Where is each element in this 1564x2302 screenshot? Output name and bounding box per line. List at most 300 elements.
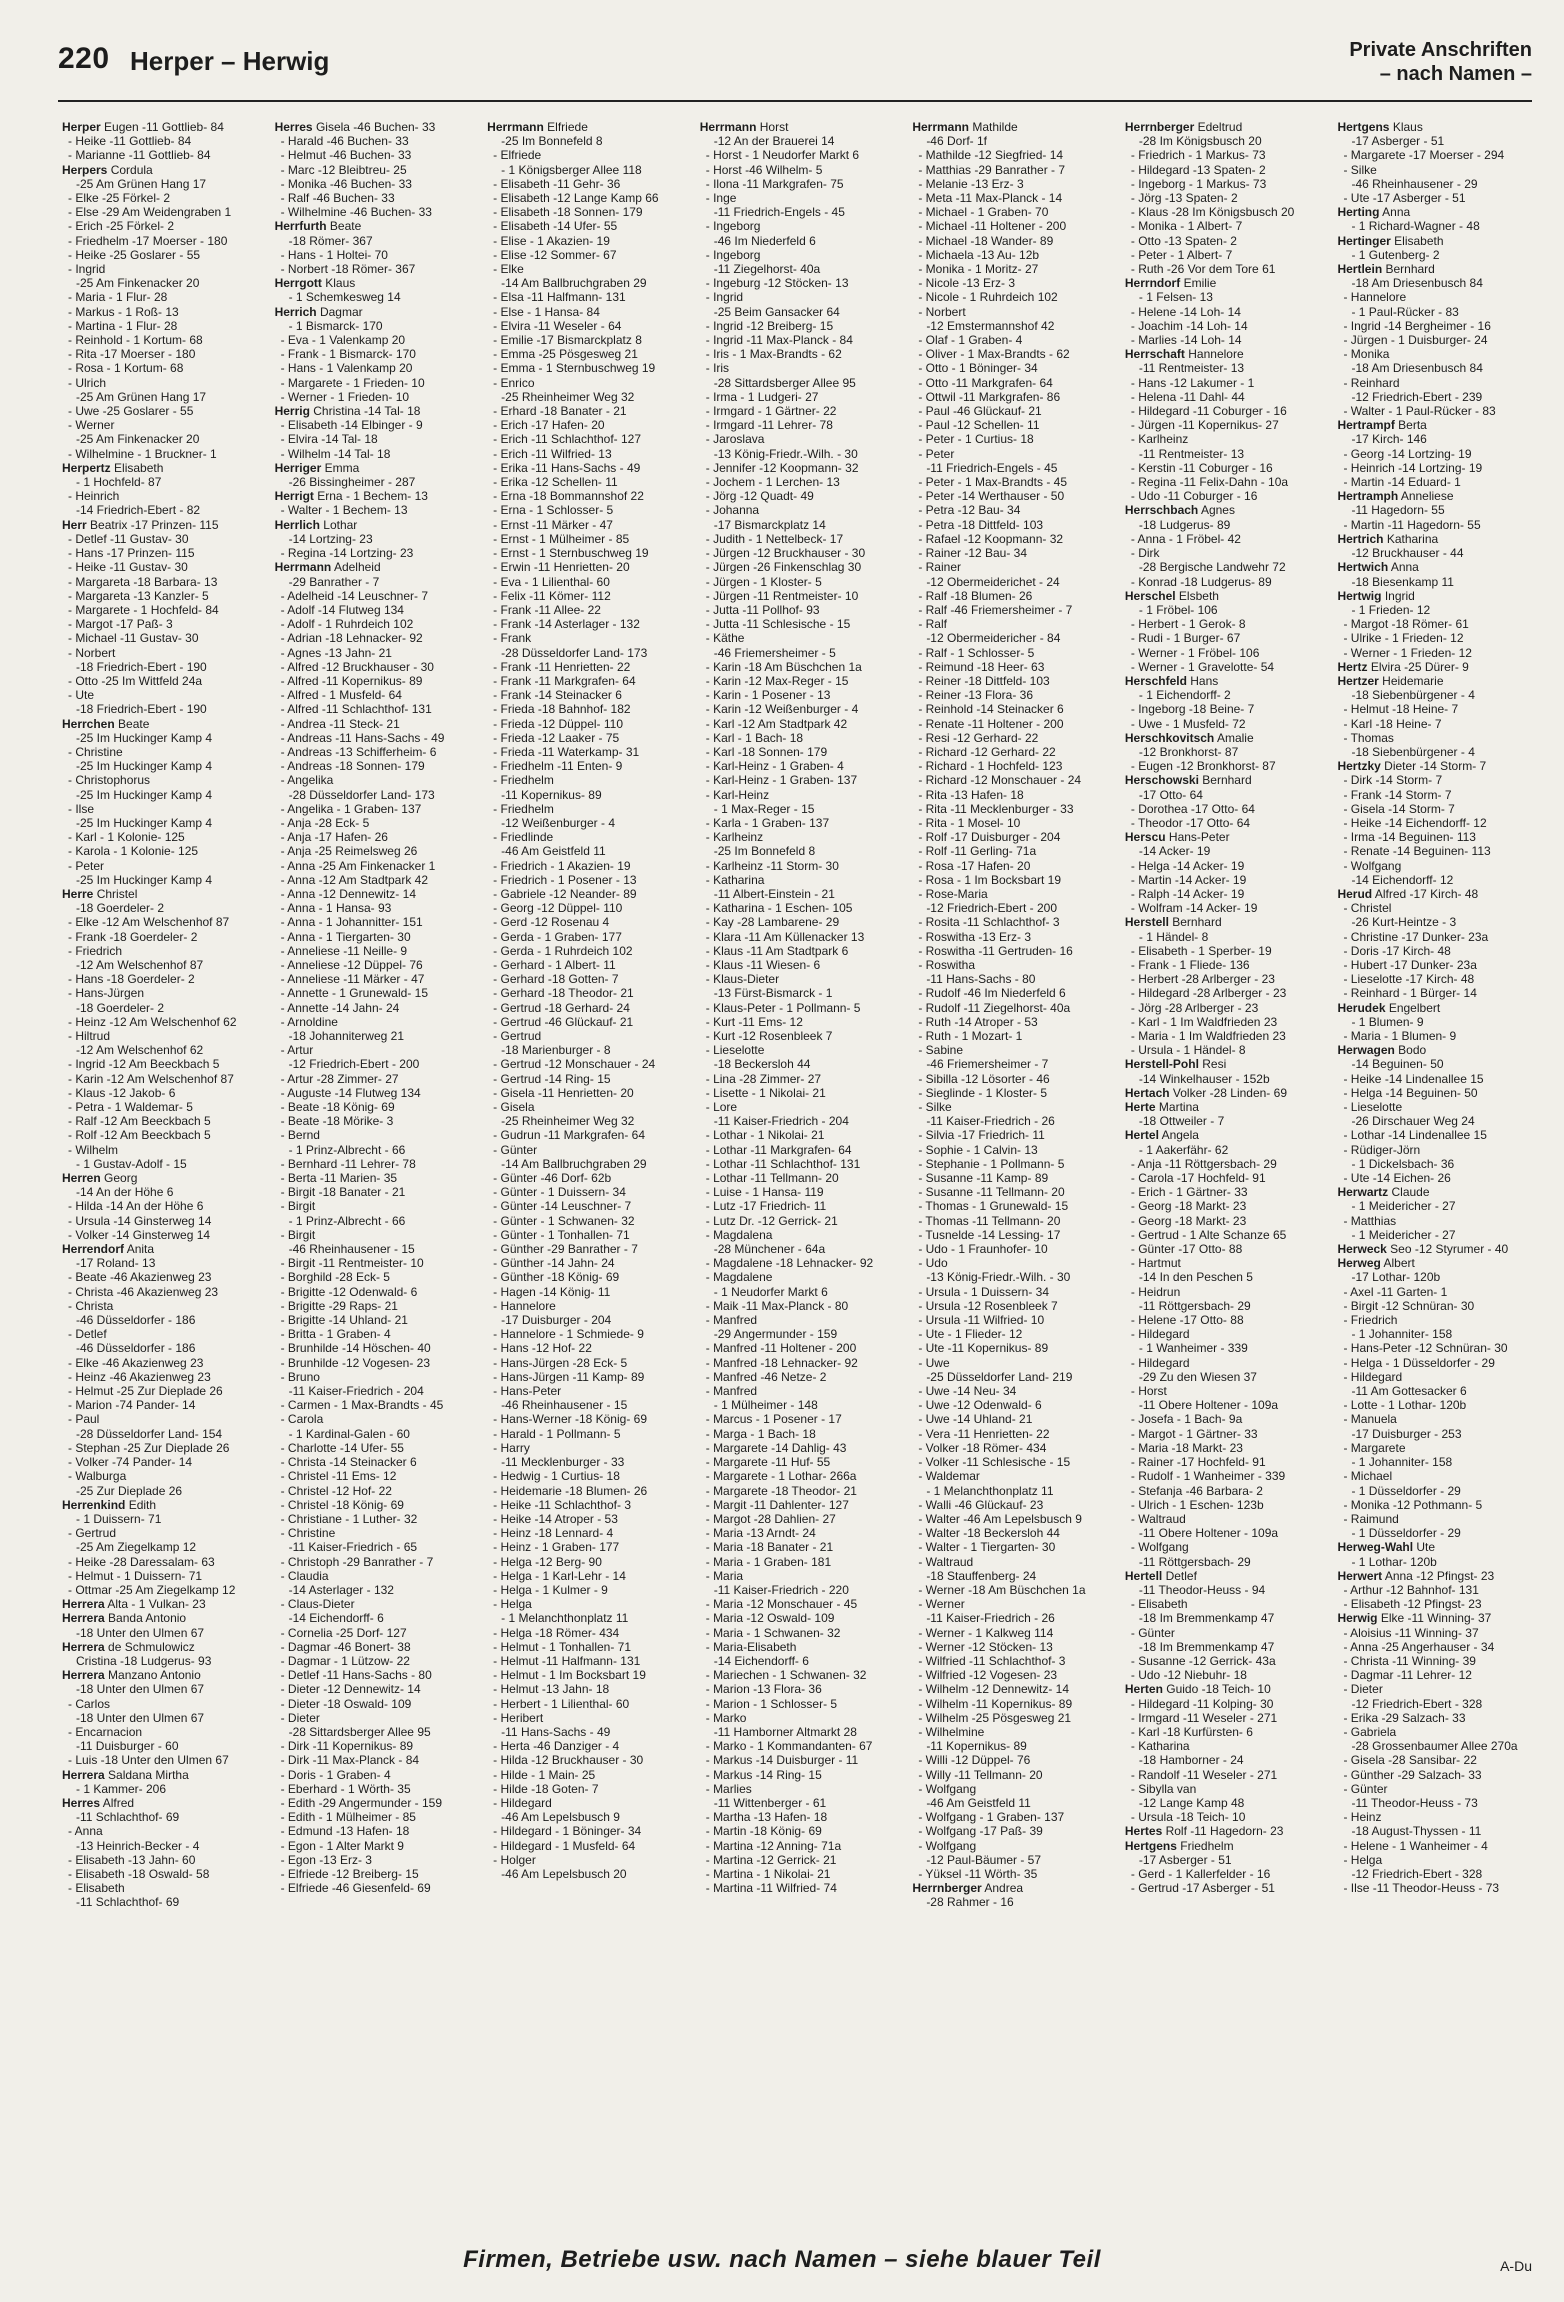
directory-entry: - Karlheinz bbox=[705, 830, 764, 845]
directory-entry: - Anna -25 Am Finkenacker 1 bbox=[280, 858, 436, 873]
directory-entry: - Elisabeth -12 Pfingst- 23 bbox=[1343, 1597, 1482, 1612]
directory-entry: - Günter -14 Leuschner- 7 bbox=[493, 1199, 632, 1214]
directory-entry: - Ursula -11 Wilfried- 10 bbox=[918, 1313, 1045, 1328]
directory-entry: - Cornelia -25 Dorf- 127 bbox=[280, 1625, 407, 1640]
directory-entry: - Uwe - 1 Musfeld- 72 bbox=[1130, 716, 1246, 731]
directory-entry: - Ralf -46 Buchen- 33 bbox=[280, 191, 395, 206]
directory-entry: - Helga - 1 Kulmer - 9 bbox=[493, 1582, 608, 1597]
directory-entry: - Ute - 1 Flieder- 12 bbox=[918, 1327, 1023, 1342]
directory-entry: - Margit -11 Dahlenter- 127 bbox=[705, 1497, 849, 1512]
surname-entry: Hertell Detlef bbox=[1124, 1568, 1197, 1583]
directory-entry: - Margot -18 Römer- 61 bbox=[1343, 617, 1469, 632]
directory-entry: - Manfred -18 Lehnacker- 92 bbox=[705, 1355, 858, 1370]
directory-entry: - Anna - 1 Tiergarten- 30 bbox=[280, 929, 411, 944]
directory-entry: - Karin -12 Weißenburger - 4 bbox=[705, 702, 859, 717]
directory-entry: -12 An der Brauerei 14 bbox=[713, 134, 835, 149]
directory-entry: - Monika -12 Pothmann- 5 bbox=[1343, 1497, 1483, 1512]
directory-entry: - Wilhelm -14 Tal- 18 bbox=[280, 446, 391, 461]
directory-entry: - Wilhelm bbox=[68, 1142, 118, 1157]
directory-entry: - Hilde - 1 Main- 25 bbox=[493, 1767, 596, 1782]
directory-entry: -14 Am Ballbruchgraben 29 bbox=[501, 276, 647, 291]
directory-entry: - Georg -18 Markt- 23 bbox=[1130, 1213, 1247, 1228]
directory-entry: -26 Dirschauer Weg 24 bbox=[1351, 1114, 1475, 1129]
directory-entry: - Ingrid -12 Breiberg- 15 bbox=[705, 318, 834, 333]
directory-entry: -11 Hamborner Altmarkt 28 bbox=[713, 1724, 857, 1739]
directory-entry: - Elfriede -46 Giesenfeld- 69 bbox=[280, 1881, 431, 1896]
directory-entry: - Georg -18 Markt- 23 bbox=[1130, 1199, 1247, 1214]
directory-entry: -11 Obere Holtener - 109a bbox=[1138, 1398, 1279, 1413]
directory-entry: - Volker -14 Ginsterweg 14 bbox=[68, 1227, 211, 1242]
directory-entry: -18 Biesenkamp 11 bbox=[1351, 574, 1454, 589]
directory-entry: -25 Düsseldorfer Land- 219 bbox=[926, 1369, 1073, 1384]
directory-entry: - Christa bbox=[68, 1298, 114, 1313]
directory-entry: - Karl -18 Kurfürsten- 6 bbox=[1130, 1724, 1253, 1739]
directory-entry: - Margarete -11 Huf- 55 bbox=[705, 1455, 831, 1470]
directory-entry: - Sieglinde - 1 Kloster- 5 bbox=[918, 1085, 1048, 1100]
directory-column bbox=[275, 120, 480, 2210]
surname-entry: Herweck Seo -12 Styrumer - 40 bbox=[1337, 1242, 1509, 1257]
surname-entry: Hertwich Anna bbox=[1337, 560, 1419, 575]
directory-entry: - Erich -25 Förkel- 2 bbox=[68, 219, 175, 234]
directory-entry: -14 Eichendorff- 12 bbox=[1351, 872, 1454, 887]
directory-entry: - Annette - 1 Grunewald- 15 bbox=[280, 986, 428, 1001]
directory-entry: - Ottwil -11 Markgrafen- 86 bbox=[918, 389, 1061, 404]
directory-entry: -28 Im Königsbusch 20 bbox=[1138, 134, 1262, 149]
directory-entry: - Erich -17 Hafen- 20 bbox=[493, 418, 605, 433]
directory-entry: - Heike -11 Schlachthof- 3 bbox=[493, 1497, 631, 1512]
directory-entry: - Ingeburg -12 Stöcken- 13 bbox=[705, 276, 849, 291]
directory-entry: - Willi -12 Düppel- 76 bbox=[918, 1753, 1031, 1768]
directory-entry: - Christa -11 Winning- 39 bbox=[1343, 1653, 1476, 1668]
directory-entry: - Ernst - 1 Sternbuschweg 19 bbox=[493, 546, 649, 561]
directory-entry: - Friedrich - 1 Akazien- 19 bbox=[493, 858, 631, 873]
directory-column bbox=[912, 120, 1117, 2210]
directory-entry: -11 Wittenberger - 61 bbox=[713, 1795, 827, 1810]
directory-entry: - Christel -18 König- 69 bbox=[280, 1497, 404, 1512]
directory-entry: -28 Bergische Landwehr 72 bbox=[1138, 560, 1286, 575]
directory-entry: - Ute bbox=[68, 688, 95, 703]
surname-entry: Hertinger Elisabeth bbox=[1337, 233, 1444, 248]
directory-entry: - Anneliese -11 Märker - 47 bbox=[280, 972, 425, 987]
directory-entry: - 1 Schemkesweg 14 bbox=[288, 290, 401, 305]
directory-entry: - Elisabeth -11 Gehr- 36 bbox=[493, 176, 621, 191]
directory-entry: - Mathilde -12 Siegfried- 14 bbox=[918, 148, 1064, 163]
directory-entry: - Paul -12 Schellen- 11 bbox=[918, 418, 1040, 433]
directory-entry: - Karl-Heinz bbox=[705, 787, 770, 802]
surname-entry: Herrendorf Anita bbox=[62, 1242, 155, 1257]
directory-entry: -25 Zur Dieplade 26 bbox=[76, 1483, 183, 1498]
directory-entry: -46 Am Lepelsbusch 9 bbox=[501, 1810, 620, 1825]
directory-entry: - Manfred bbox=[705, 1313, 758, 1328]
directory-entry: -12 Friedrich-Ebert - 239 bbox=[1351, 389, 1483, 404]
directory-entry: - Maria -12 Oswald- 109 bbox=[705, 1611, 835, 1626]
directory-entry: - Helga -12 Berg- 90 bbox=[493, 1554, 602, 1569]
directory-entry: - Friedlinde bbox=[493, 830, 554, 845]
directory-entry: - 1 Händel- 8 bbox=[1138, 929, 1209, 944]
directory-entry: -29 Banrather - 7 bbox=[288, 574, 380, 589]
directory-entry: - Ralf bbox=[918, 617, 947, 632]
directory-entry: -12 Weißenburger - 4 bbox=[501, 815, 615, 830]
directory-entry: - Elise - 1 Akazien- 19 bbox=[493, 233, 610, 248]
directory-entry: - Irmgard -11 Lehrer- 78 bbox=[705, 418, 833, 433]
directory-entry: - Richard - 1 Hochfeld- 123 bbox=[918, 759, 1063, 774]
directory-entry: - Frank bbox=[493, 631, 532, 646]
directory-entry: -46 Dorf- 1f bbox=[926, 134, 987, 149]
directory-entry: -17 Duisburger - 204 bbox=[501, 1313, 612, 1328]
directory-entry: - Ilona -11 Markgrafen- 75 bbox=[705, 176, 844, 191]
directory-entry: - Uwe -14 Neu- 34 bbox=[918, 1384, 1017, 1399]
directory-entry: - Horst - 1 Neudorfer Markt 6 bbox=[705, 148, 860, 163]
directory-entry: - Lothar -14 Lindenallee 15 bbox=[1343, 1128, 1487, 1143]
directory-entry: -11 Obere Holtener - 109a bbox=[1138, 1526, 1279, 1541]
directory-entry: - Birgit -12 Schnüran- 30 bbox=[1343, 1298, 1475, 1313]
directory-entry: -46 Rheinhausener - 15 bbox=[288, 1242, 415, 1257]
directory-entry: - Klaus -28 Im Königsbusch 20 bbox=[1130, 205, 1295, 220]
directory-entry: - Hans -12 Lakumer - 1 bbox=[1130, 375, 1255, 390]
directory-entry: - Reiner -18 Dittfeld- 103 bbox=[918, 673, 1050, 688]
directory-entry: - Klaus -11 Wiesen- 6 bbox=[705, 957, 821, 972]
directory-entry: - 1 Fröbel- 106 bbox=[1138, 602, 1218, 617]
directory-entry: - Frank -11 Henrietten- 22 bbox=[493, 659, 631, 674]
directory-entry: - Claudia bbox=[280, 1568, 329, 1583]
footer-note: Firmen, Betriebe usw. nach Namen – siehe blauer Teil bbox=[463, 2246, 1101, 2273]
directory-entry: - Elisabeth -14 Ufer- 55 bbox=[493, 219, 618, 234]
directory-entry: - Margareta -13 Kanzler- 5 bbox=[68, 588, 209, 603]
directory-entry: - Susanne -11 Tellmann- 20 bbox=[918, 1185, 1065, 1200]
directory-entry: - 1 Kardinal-Galen - 60 bbox=[288, 1426, 410, 1441]
directory-entry: - Thomas -11 Tellmann- 20 bbox=[918, 1213, 1061, 1228]
directory-entry: - Alfred -12 Bruckhauser - 30 bbox=[280, 659, 434, 674]
page-code: A-Du bbox=[1500, 2258, 1532, 2274]
directory-entry: - Ralf -46 Friemersheimer - 7 bbox=[918, 602, 1073, 617]
directory-entry: - Raimund bbox=[1343, 1511, 1399, 1526]
directory-entry: - Rainer -17 Hochfeld- 91 bbox=[1130, 1455, 1266, 1470]
directory-entry: - Norbert bbox=[68, 645, 116, 660]
directory-entry: - Norbert bbox=[918, 304, 966, 319]
directory-entry: - 1 Prinz-Albrecht - 66 bbox=[288, 1142, 406, 1157]
directory-entry: - Lieselotte bbox=[705, 1043, 765, 1058]
directory-entry: - Marcus - 1 Posener - 17 bbox=[705, 1412, 842, 1427]
directory-entry: - Harry bbox=[493, 1440, 530, 1455]
directory-entry: - Susanne -12 Gerrick- 43a bbox=[1130, 1653, 1276, 1668]
directory-entry: - Margarete - 1 Frieden- 10 bbox=[280, 375, 425, 390]
directory-entry: -46 Rheinhausener - 29 bbox=[1351, 176, 1478, 191]
directory-entry: -18 Johanniterweg 21 bbox=[288, 1029, 404, 1043]
directory-entry: - Enrico bbox=[493, 375, 535, 390]
directory-entry: -14 Friedrich-Ebert - 82 bbox=[76, 503, 201, 518]
directory-entry: - Ralph -14 Acker- 19 bbox=[1130, 886, 1245, 901]
directory-entry: - Hannelore bbox=[493, 1298, 556, 1313]
directory-entry: - Karl - 1 Kolonie- 125 bbox=[68, 830, 185, 845]
directory-entry: - Friedhelm -17 Moerser - 180 bbox=[68, 233, 228, 248]
directory-entry: - Hans-Jürgen bbox=[68, 986, 145, 1001]
directory-entry: - Dirk -14 Storm- 7 bbox=[1343, 773, 1443, 788]
directory-entry: - Wolfram -14 Acker- 19 bbox=[1130, 901, 1258, 916]
directory-entry: - Lothar - 1 Nikolai- 21 bbox=[705, 1128, 825, 1143]
surname-entry: Herte Martina bbox=[1124, 1100, 1199, 1115]
directory-entry: - Heinz -18 Lennard- 4 bbox=[493, 1526, 614, 1541]
directory-entry: -18 Goerdeler- 2 bbox=[76, 901, 165, 916]
directory-entry: - Heinrich bbox=[68, 489, 120, 504]
directory-entry: - Käthe bbox=[705, 631, 745, 646]
directory-entry: - Maria bbox=[705, 1568, 744, 1583]
directory-entry: - Günter bbox=[493, 1142, 538, 1157]
directory-entry: - Edmund -13 Hafen- 18 bbox=[280, 1824, 410, 1839]
directory-entry: -18 Im Bremmenkamp 47 bbox=[1138, 1639, 1275, 1654]
directory-column bbox=[487, 120, 692, 2210]
section-title bbox=[1349, 38, 1532, 86]
directory-entry: -11 Hans-Sachs - 80 bbox=[926, 972, 1036, 987]
directory-entry: - Aloisius -11 Winning- 37 bbox=[1343, 1625, 1479, 1640]
directory-entry: -11 Hagedorn- 55 bbox=[1351, 503, 1445, 518]
surname-entry: Herrschbach Agnes bbox=[1124, 503, 1235, 518]
directory-entry: - Erhard -18 Banater - 21 bbox=[493, 404, 627, 419]
directory-entry: - Werner - 1 Frieden- 12 bbox=[1343, 645, 1472, 660]
directory-entry: -11 Kaiser-Friedrich - 220 bbox=[713, 1582, 849, 1597]
directory-entry: -13 König-Friedr.-Wilh. - 30 bbox=[926, 1270, 1071, 1285]
directory-entry: - Hedwig - 1 Curtius- 18 bbox=[493, 1469, 620, 1484]
directory-entry: - Herbert -28 Arlberger - 23 bbox=[1130, 972, 1275, 987]
directory-entry: -46 Rheinhausener - 15 bbox=[501, 1398, 628, 1413]
directory-entry: - Gisela bbox=[493, 1100, 535, 1115]
directory-entry: - Paul -46 Glückauf- 21 bbox=[918, 404, 1042, 419]
directory-entry: - Karlheinz -11 Storm- 30 bbox=[705, 858, 839, 873]
directory-entry: -14 Eichendorff- 6 bbox=[288, 1611, 384, 1626]
directory-entry: - Ulrike - 1 Frieden- 12 bbox=[1343, 631, 1464, 646]
directory-entry: - Emma -25 Pösgesweg 21 bbox=[493, 347, 638, 362]
directory-entry: - Marlies -14 Loh- 14 bbox=[1130, 333, 1242, 348]
surname-entry: Herrera Saldana Mirtha bbox=[62, 1767, 189, 1782]
directory-entry: - Annette -14 Jahn- 24 bbox=[280, 1000, 400, 1015]
directory-entry: - Silvia -17 Friedrich- 11 bbox=[918, 1128, 1045, 1143]
directory-entry: - Hans -18 Goerdeler- 2 bbox=[68, 972, 195, 987]
directory-entry: - Ursula -14 Ginsterweg 14 bbox=[68, 1213, 212, 1228]
surname-entry: Herscu Hans-Peter bbox=[1124, 830, 1230, 845]
directory-entry: - Borghild -28 Eck- 5 bbox=[280, 1270, 390, 1285]
surname-entry: Herrenkind Edith bbox=[62, 1497, 157, 1512]
directory-entry: - Gertrud -46 Glückauf- 21 bbox=[493, 1014, 634, 1029]
directory-entry: -11 Röttgersbach- 29 bbox=[1138, 1554, 1251, 1569]
directory-entry: - Brigitte -29 Raps- 21 bbox=[280, 1298, 398, 1313]
directory-entry: - Margarete bbox=[1343, 1440, 1406, 1455]
directory-entry: - Ingrid -12 Am Beeckbach 5 bbox=[68, 1057, 220, 1072]
directory-entry: - Axel -11 Garten- 1 bbox=[1343, 1284, 1448, 1299]
directory-entry: - Friedrich bbox=[1343, 1313, 1398, 1328]
directory-entry: - Martina - 1 Flur- 28 bbox=[68, 318, 178, 333]
directory-entry: - Martin -14 Eduard- 1 bbox=[1343, 475, 1461, 490]
surname-entry: Hertrich Katharina bbox=[1337, 531, 1439, 546]
directory-entry: - Anna -25 Angerhauser - 34 bbox=[1343, 1639, 1495, 1654]
directory-entry: - 1 Kammer- 206 bbox=[76, 1781, 167, 1796]
surname-entry: Hertlein Bernhard bbox=[1337, 262, 1435, 277]
directory-entry: - Jürgen - 1 Kloster- 5 bbox=[705, 574, 822, 589]
directory-entry: - Otto -25 Im Wittfeld 24a bbox=[68, 673, 203, 688]
directory-entry: - Erich -11 Wilfried- 13 bbox=[493, 446, 612, 461]
directory-entry: -46 Düsseldorfer - 186 bbox=[76, 1313, 196, 1328]
directory-entry: - 1 Aakerfähr- 62 bbox=[1138, 1142, 1229, 1157]
directory-entry: - Manfred bbox=[705, 1384, 758, 1399]
directory-entry: -18 Marienburger - 8 bbox=[501, 1043, 611, 1058]
directory-entry: - Peter - 1 Albert- 7 bbox=[1130, 247, 1233, 262]
directory-entry: - 1 Gutenberg- 2 bbox=[1351, 247, 1440, 262]
directory-entry: - Anna - 1 Hansa- 93 bbox=[280, 901, 392, 916]
directory-entry: - Frieda -11 Waterkamp- 31 bbox=[493, 744, 640, 759]
directory-entry: -14 Am Ballbruchgraben 29 bbox=[501, 1156, 647, 1171]
directory-entry: - Elisabeth - 1 Sperber- 19 bbox=[1130, 943, 1272, 958]
directory-entry: -18 Am Driesenbusch 84 bbox=[1351, 361, 1483, 376]
directory-entry: - Hagen -14 König- 11 bbox=[493, 1284, 611, 1299]
directory-entry: - Günther -29 Salzach- 33 bbox=[1343, 1767, 1482, 1782]
directory-entry: -11 Duisburger - 60 bbox=[76, 1739, 179, 1754]
surname-entry: Herren Georg bbox=[62, 1171, 138, 1186]
surname-entry: Herudek Engelbert bbox=[1337, 1000, 1441, 1015]
directory-entry: - Helmut -25 Zur Dieplade 26 bbox=[68, 1384, 223, 1399]
directory-entry: - Elsa -11 Halfmann- 131 bbox=[493, 290, 626, 305]
directory-entry: - Markus -14 Ring- 15 bbox=[705, 1767, 822, 1782]
directory-entry: -18 Unter den Ulmen 67 bbox=[76, 1625, 205, 1640]
directory-entry: - Birgit -11 Rentmeister- 10 bbox=[280, 1256, 424, 1271]
directory-entry: - Volker -18 Römer- 434 bbox=[918, 1440, 1047, 1455]
directory-entry: - Maria -18 Markt- 23 bbox=[1130, 1440, 1243, 1455]
directory-entry: - Erna -18 Bommannshof 22 bbox=[493, 489, 644, 504]
directory-entry: - Lore bbox=[705, 1100, 738, 1115]
directory-entry: - Waltraud bbox=[1130, 1511, 1186, 1526]
directory-entry: - Judith - 1 Nettelbeck- 17 bbox=[705, 531, 844, 546]
section-title-line1: Private Anschriften bbox=[1349, 39, 1532, 61]
directory-entry: -14 Eichendorff- 6 bbox=[713, 1653, 809, 1668]
directory-entry: - Monika - 1 Moritz- 27 bbox=[918, 262, 1039, 277]
directory-entry: - Bernd bbox=[280, 1128, 320, 1143]
name-range: Herper – Herwig bbox=[130, 46, 330, 76]
directory-entry: - Elise -12 Sommer- 67 bbox=[493, 247, 617, 262]
directory-entry: - Lutz -17 Friedrich- 11 bbox=[705, 1199, 827, 1214]
directory-entry: - Klaus-Dieter bbox=[705, 972, 780, 987]
directory-entry: -11 Röttgersbach- 29 bbox=[1138, 1298, 1251, 1313]
directory-entry: -25 Am Grünen Hang 17 bbox=[76, 176, 207, 191]
directory-entry: - Lutz Dr. -12 Gerrick- 21 bbox=[705, 1213, 838, 1228]
directory-entry: - 1 Düsseldorfer - 29 bbox=[1351, 1483, 1461, 1498]
directory-entry: - Walburga bbox=[68, 1469, 127, 1484]
directory-entry: - Margot -28 Dahlien- 27 bbox=[705, 1511, 836, 1526]
directory-entry: - Hans - 1 Holtei- 70 bbox=[280, 247, 388, 262]
directory-entry: - Karl - 1 Bach- 18 bbox=[705, 730, 804, 745]
directory-entry: - Dieter bbox=[280, 1710, 320, 1725]
directory-entry: - Felix -11 Kömer- 112 bbox=[493, 588, 611, 603]
directory-entry: - 1 Felsen- 13 bbox=[1138, 290, 1213, 305]
directory-entry: - 1 Max-Reger - 15 bbox=[713, 801, 815, 816]
directory-entry: -28 Grossenbaumer Allee 270a bbox=[1351, 1739, 1518, 1754]
directory-entry: - 1 Bismarck- 170 bbox=[288, 318, 383, 333]
directory-entry: - Dieter bbox=[1343, 1682, 1383, 1697]
directory-entry: -18 Unter den Ulmen 67 bbox=[76, 1682, 205, 1697]
directory-entry: - Volker -74 Pander- 14 bbox=[68, 1455, 193, 1470]
directory-entry: - Dagmar -11 Lehrer- 12 bbox=[1343, 1668, 1472, 1683]
directory-entry: - Mariechen - 1 Schwanen- 32 bbox=[705, 1668, 867, 1683]
directory-entry: - Joachim -14 Loh- 14 bbox=[1130, 318, 1248, 333]
directory-columns bbox=[62, 120, 1542, 2210]
directory-entry: - Erwin -11 Henrietten- 20 bbox=[493, 560, 630, 575]
directory-entry: - Uwe bbox=[918, 1355, 950, 1370]
directory-entry: -28 Düsseldorfer Land- 173 bbox=[288, 787, 435, 802]
directory-entry: - Walter - 1 Tiergarten- 30 bbox=[918, 1540, 1056, 1555]
directory-entry: - Hildegard -28 Arlberger - 23 bbox=[1130, 986, 1287, 1001]
directory-entry: - Eva - 1 Valenkamp 20 bbox=[280, 333, 406, 348]
surname-entry: Herschowski Bernhard bbox=[1124, 773, 1252, 788]
directory-entry: - Iris - 1 Max-Brandts - 62 bbox=[705, 347, 842, 362]
directory-entry: - Wilhelm -12 Dennewitz- 14 bbox=[918, 1682, 1070, 1697]
directory-entry: - Werner - 1 Frieden- 10 bbox=[280, 389, 410, 404]
directory-entry: - Hans-Werner -18 König- 69 bbox=[493, 1412, 647, 1427]
directory-entry: - Melanie -13 Erz- 3 bbox=[918, 176, 1024, 191]
directory-entry: - Gisela -11 Henrietten- 20 bbox=[493, 1085, 634, 1100]
directory-entry: - Roswitha -13 Erz- 3 bbox=[918, 929, 1032, 944]
directory-entry: - Karl - 1 Im Waldfrieden 23 bbox=[1130, 1014, 1278, 1029]
directory-entry: - Adelheid -14 Leuschner- 7 bbox=[280, 588, 429, 603]
directory-entry: - Martina -12 Gerrick- 21 bbox=[705, 1852, 837, 1867]
directory-entry: - Christa -46 Akazienweg 23 bbox=[68, 1284, 219, 1299]
surname-entry: Herschel Elsbeth bbox=[1124, 588, 1219, 603]
directory-entry: - Karin -12 Am Welschenhof 87 bbox=[68, 1071, 234, 1086]
directory-entry: - Emilie -17 Bismarckplatz 8 bbox=[493, 333, 642, 348]
directory-entry: - Edith - 1 Mülheimer - 85 bbox=[280, 1810, 416, 1825]
directory-entry: - Heike -28 Daressalam- 63 bbox=[68, 1554, 215, 1569]
directory-entry: - Rüdiger-Jörn bbox=[1343, 1142, 1421, 1157]
directory-entry: - Gerda - 1 Graben- 177 bbox=[493, 929, 622, 944]
directory-entry: - 1 Duissern- 71 bbox=[76, 1511, 162, 1526]
directory-entry: - Heike -14 Eichendorff- 12 bbox=[1343, 815, 1487, 830]
directory-entry: - Silke bbox=[918, 1100, 952, 1115]
directory-entry: - Doris - 1 Graben- 4 bbox=[280, 1767, 391, 1782]
directory-entry: - Adolf -14 Flutweg 134 bbox=[280, 602, 404, 617]
directory-entry: - Peter bbox=[68, 858, 105, 873]
directory-entry: - Heinz -12 Am Welschenhof 62 bbox=[68, 1014, 237, 1029]
directory-entry: - Peter - 1 Max-Brandts - 45 bbox=[918, 475, 1068, 490]
directory-entry: - Andreas -18 Sonnen- 179 bbox=[280, 759, 425, 774]
directory-entry: - Luise - 1 Hansa- 119 bbox=[705, 1185, 824, 1200]
directory-entry: - Elisabeth bbox=[1130, 1597, 1188, 1612]
directory-entry: -12 Bruckhauser - 44 bbox=[1351, 546, 1464, 561]
directory-entry: - Michael bbox=[1343, 1469, 1393, 1484]
directory-entry: - Reimund -18 Heer- 63 bbox=[918, 659, 1045, 674]
directory-entry: -11 Schlachthof- 69 bbox=[76, 1810, 180, 1825]
surname-entry: Hertel Angela bbox=[1124, 1128, 1199, 1143]
directory-entry: - Gabriele -12 Neander- 89 bbox=[493, 886, 637, 901]
directory-entry: -14 Beguinen- 50 bbox=[1351, 1057, 1444, 1072]
directory-entry: -29 Angermunder - 159 bbox=[713, 1327, 838, 1342]
surname-entry: Herwert Anna -12 Pfingst- 23 bbox=[1337, 1568, 1495, 1583]
surname-entry: Herrig Christina -14 Tal- 18 bbox=[274, 404, 421, 419]
directory-entry: - Britta - 1 Graben- 4 bbox=[280, 1327, 391, 1342]
directory-entry: - Petra - 1 Waldemar- 5 bbox=[68, 1100, 193, 1115]
directory-entry: -28 Rahmer - 16 bbox=[926, 1895, 1014, 1910]
directory-entry: - Karl -18 Heine- 7 bbox=[1343, 716, 1442, 731]
directory-entry: - Jennifer -12 Koopmann- 32 bbox=[705, 460, 859, 475]
directory-entry: - Karl -18 Sonnen- 179 bbox=[705, 744, 828, 759]
surname-entry: Hertach Volker -28 Linden- 69 bbox=[1124, 1085, 1287, 1100]
directory-entry: - Volker -11 Schlesische - 15 bbox=[918, 1455, 1071, 1470]
directory-entry: - Reinhard bbox=[1343, 375, 1400, 390]
directory-entry: - Walter -46 Am Lepelsbusch 9 bbox=[918, 1511, 1082, 1526]
surname-entry: Herrnberger Edeltrud bbox=[1124, 120, 1243, 134]
directory-entry: -11 Schlachthof- 69 bbox=[76, 1895, 180, 1910]
directory-entry: - 1 Wanheimer - 339 bbox=[1138, 1341, 1248, 1356]
directory-entry: - Martin -11 Hagedorn- 55 bbox=[1343, 517, 1481, 532]
directory-entry: - Rolf -11 Gerling- 71a bbox=[918, 844, 1037, 859]
directory-entry: - Dagmar - 1 Lützow- 22 bbox=[280, 1653, 410, 1668]
directory-entry: - Heribert bbox=[493, 1710, 544, 1725]
directory-entry: - Günter bbox=[1130, 1625, 1175, 1640]
directory-entry: - Irmgard -11 Weseler - 271 bbox=[1130, 1710, 1278, 1725]
